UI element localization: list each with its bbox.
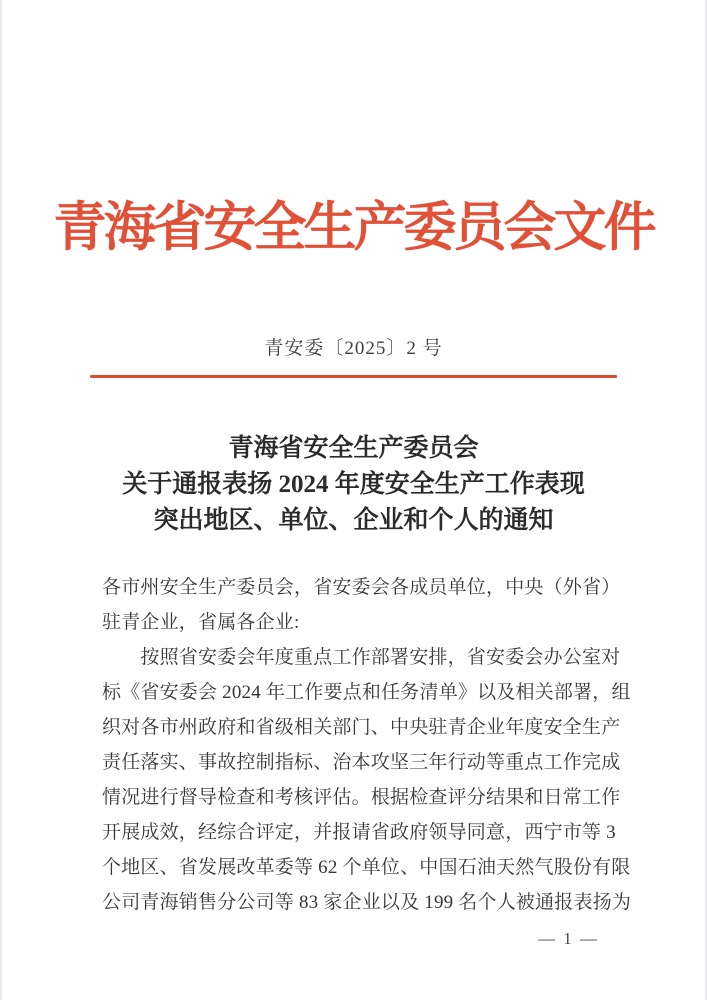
document-number: 青安委〔2025〕2 号 <box>264 338 443 359</box>
body-line: 个地区、省发展改革委等 62 个单位、中国石油天然气股份有限 <box>102 857 631 878</box>
body-line: 按照省安委会年度重点工作部署安排，省安委会办公室对 <box>102 647 621 668</box>
body-line: 责任落实、事故控制指标、治本攻坚三年行动等重点工作完成 <box>102 752 621 773</box>
body-line: 各市州安全生产委员会，省安委会各成员单位，中央（外省） <box>102 577 621 598</box>
notice-title <box>0 431 707 539</box>
body-line: 驻青企业，省属各企业: <box>102 612 300 633</box>
body-line: 情况进行督导检查和考核评估。根据检查评分结果和日常工作 <box>102 787 621 808</box>
page-number: — 1 — <box>538 929 599 948</box>
body-line: 公司青海销售分公司等 83 家企业以及 199 名个人被通报表扬为 <box>102 892 632 913</box>
notice-body <box>102 570 632 920</box>
document-header-title: 青海省安全生产委员会文件 <box>53 199 654 257</box>
body-line: 开展成效，经综合评定，并报请省政府领导同意，西宁市等 3 <box>102 822 616 843</box>
body-line: 织对各市州政府和省级相关部门、中央驻青企业年度安全生产 <box>102 717 621 738</box>
notice-title-line: 关于通报表扬 2024 年度安全生产工作表现 <box>122 471 585 498</box>
notice-title-line: 突出地区、单位、企业和个人的通知 <box>153 507 554 534</box>
body-line: 标《省安委会 2024 年工作要点和任务清单》以及相关部署，组 <box>102 682 631 703</box>
notice-title-line: 青海省安全生产委员会 <box>228 435 479 462</box>
red-divider-line <box>90 375 617 378</box>
